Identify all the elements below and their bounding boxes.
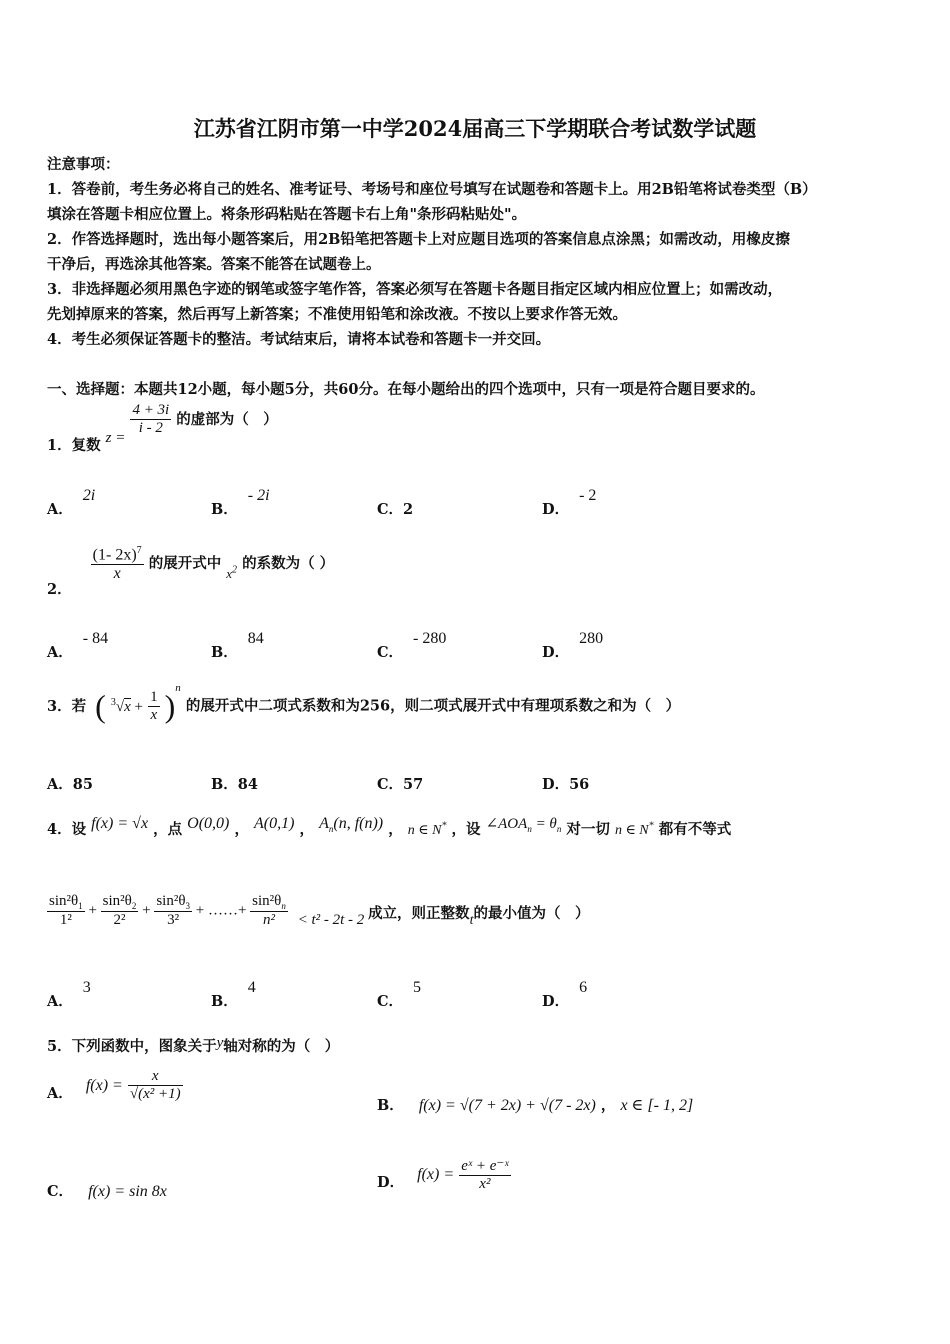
section-heading: 一、选择题：本题共12小题，每小题5分，共60分。在每小题给出的四个选项中，只有一项是符合题目要求的。 [47, 381, 765, 398]
q4-sum-term-n [250, 893, 288, 929]
q3-root-index: 3 [110, 697, 116, 708]
q4-sum-term-n-num [250, 893, 288, 912]
q1-option-c-label: C． [377, 501, 404, 518]
q4-plus-1: + [88, 902, 97, 919]
q4-angle-sub2: n [556, 824, 562, 834]
q4-n-in-sup: * [441, 820, 447, 832]
q3-option-a[interactable] [47, 773, 93, 794]
q4-option-d[interactable] [542, 979, 588, 1011]
q5-option-d-fraction [459, 1156, 510, 1193]
q4-number: 4．设 [47, 821, 87, 838]
question-3 [47, 681, 681, 725]
q1-option-d[interactable] [542, 487, 597, 519]
q4-option-a[interactable] [47, 979, 91, 1011]
q2-term-exp: 2 [232, 564, 238, 576]
question-2 [47, 545, 335, 599]
q4-t-var: t [469, 913, 474, 929]
q1-denominator: i - 2 [138, 420, 163, 436]
q3-left-paren: ( [95, 688, 106, 724]
q4-plus-2: + [142, 902, 151, 919]
q4-option-b-label: B． [211, 993, 238, 1010]
q2-term [226, 566, 237, 581]
q1-option-a[interactable] [47, 487, 96, 519]
q3-tail: 的展开式中二项式系数和为256，则二项式展开式中有理项系数之和为（ ） [185, 697, 681, 715]
q4-tail-a: 成立，则正整数 [368, 905, 470, 923]
q4-point-an [319, 815, 384, 835]
q4-term3-sub: 3 [185, 901, 190, 911]
q5-option-b-domain: x ∈ [- 1, 2] [620, 1097, 694, 1114]
q4-n-in-2 [614, 820, 654, 838]
q4-t1: ，点 [153, 821, 183, 838]
q2-numerator-exp: 7 [136, 545, 142, 556]
q5-option-d-lhs: f(x) = [417, 1165, 455, 1183]
q5-option-d-label: D． [377, 1173, 405, 1191]
q4-sum-term-3-num [154, 893, 192, 912]
q4-sum-term-1-num [47, 893, 85, 912]
question-4 [47, 812, 732, 838]
q1-fraction [130, 402, 171, 437]
q4-t7: 都有不等式 [658, 821, 732, 838]
q1-option-a-label: A． [47, 501, 73, 518]
q5-option-b-expr: f(x) = √(7 + 2x) + √(7 - 2x) [418, 1097, 596, 1114]
q2-option-d-label: D． [542, 644, 570, 661]
q4-angle-eq: = θ [535, 816, 557, 832]
q5-number: 5．下列函数中，图象关于 [47, 1038, 217, 1055]
q2-numerator [91, 545, 144, 565]
q3-option-d-value: 56 [569, 776, 590, 793]
q4-inequality-rhs: < t² - 2t - 2 [297, 912, 365, 929]
q4-tail-b: 的最小值为（ ） [473, 905, 590, 923]
notes-line-4: 干净后，再选涂其他答案。答案不能答在试题卷上。 [47, 256, 381, 273]
question-1 [47, 402, 278, 454]
q2-option-d[interactable] [542, 630, 604, 662]
q4-option-b-value: 4 [247, 979, 256, 996]
q4-an-rest: (n, f(n)) [333, 815, 384, 832]
q3-option-d-label: D． [542, 776, 570, 793]
q4-inequality [47, 893, 589, 929]
q1-option-d-label: D． [542, 501, 570, 518]
q2-numerator-base: (1- 2x) [92, 546, 137, 564]
q3-number: 3．若 [47, 697, 87, 715]
q4-option-a-value: 3 [82, 979, 91, 996]
q4-sum-term-1-den: 1² [59, 912, 72, 928]
q3-exponent: n [175, 681, 181, 694]
q2-fraction [91, 545, 144, 583]
q3-option-b-value: 84 [237, 776, 258, 793]
question-5 [47, 1035, 339, 1056]
q3-option-c-value: 57 [403, 776, 424, 793]
q3-radical: $^3$√x + [110, 697, 143, 715]
q4-t3: ， [299, 821, 315, 838]
q4-option-d-value: 6 [579, 979, 588, 996]
q1-option-a-value: 2i [82, 487, 96, 504]
q4-sum-term-3-den: 3² [167, 912, 180, 928]
q3-option-c-label: C． [377, 776, 404, 793]
page-title: 江苏省江阴市第一中学2024届高三下学期联合考试数学试题 [193, 116, 757, 141]
q5-option-d-num: eˣ + e⁻ˣ [461, 1158, 509, 1174]
q4-sum-term-2-den: 2² [113, 912, 126, 928]
q3-option-b[interactable] [211, 773, 258, 794]
q4-term3-num-text: sin²θ [156, 893, 186, 909]
q1-lhs: z = [105, 429, 126, 446]
q4-termn-sub: n [281, 901, 286, 911]
q4-sum-term-n-den: n² [263, 912, 276, 928]
q4-t6: 对一切 [566, 821, 610, 838]
q3-denominator: x [150, 707, 158, 723]
q4-f-def: f(x) = √x [91, 815, 149, 832]
q3-option-b-label: B． [211, 776, 238, 793]
q5-y-var: y [216, 1035, 224, 1051]
q5-option-c-expr: f(x) = sin 8x [88, 1183, 167, 1200]
q4-angle-sub: n [527, 824, 532, 834]
q3-option-a-value: 85 [72, 776, 93, 793]
q5-option-a-label: A． [47, 1084, 73, 1102]
notes-line-3: 2．作答选择题时，选出每小题答案后，用2B铅笔把答题卡上对应题目选项的答案信息点涂黑；如需改动，用橡皮擦 [47, 231, 790, 248]
q1-number: 1．复数 [47, 436, 101, 454]
q4-sum-term-2 [101, 893, 139, 929]
q3-plus: + [134, 699, 143, 715]
q4-option-a-label: A． [47, 993, 73, 1010]
q1-option-d-value: - 2 [579, 487, 597, 504]
q4-sum-term-1 [47, 893, 85, 929]
notes-line-7: 4．考生必须保证答题卡的整洁。考试结束后，请将本试卷和答题卡一并交回。 [47, 331, 551, 348]
q2-tail: 的系数为（ ） [242, 555, 335, 573]
q4-option-c-label: C． [377, 993, 404, 1010]
q2-denominator: x [113, 565, 121, 583]
q5-option-a-fraction [128, 1068, 183, 1103]
q4-n-in2-sup: * [648, 820, 654, 832]
q5-option-b-sep: ， [600, 1097, 616, 1114]
q5-option-b-label: B． [377, 1097, 404, 1114]
q1-option-c-value: 2 [403, 501, 414, 518]
q1-option-b[interactable] [211, 487, 270, 519]
q4-sum-term-2-num [101, 893, 139, 912]
q4-term1-num-text: sin²θ [49, 893, 79, 909]
q2-option-c-label: C． [377, 644, 404, 661]
notes-line-2: 填涂在答题卡相应位置上。将条形码粘贴在答题卡右上角"条形码粘贴处"。 [47, 206, 527, 223]
q5-tail: 轴对称的为（ ） [223, 1038, 340, 1055]
q4-sum-term-3 [154, 893, 192, 929]
q2-option-c-value: - 280 [413, 630, 447, 647]
q5-option-a-num: x [128, 1068, 183, 1086]
q4-termn-num-text: sin²θ [252, 893, 282, 909]
q2-option-b[interactable] [211, 630, 264, 662]
q4-dots: + ……+ [195, 902, 247, 919]
q5-option-c[interactable] [47, 1180, 167, 1201]
q4-option-d-label: D． [542, 993, 570, 1010]
q3-right-paren: ) [164, 688, 176, 724]
q1-option-b-value: - 2i [247, 487, 270, 504]
q4-option-c-value: 5 [413, 979, 422, 996]
q5-option-b[interactable] [377, 1094, 693, 1115]
q4-option-c[interactable] [377, 979, 422, 1011]
notes-heading: 注意事项： [47, 156, 120, 173]
q4-point-a: A(0,1) [254, 815, 295, 832]
q2-option-b-value: 84 [247, 630, 264, 647]
q4-n-in [407, 820, 447, 838]
q3-option-d[interactable] [542, 773, 589, 794]
q4-an-base: A [319, 815, 329, 832]
q5-option-d[interactable] [377, 1156, 511, 1193]
q5-option-a[interactable] [47, 1068, 183, 1103]
q1-option-b-label: B． [211, 501, 238, 518]
q4-n-in-base: n ∈ N [407, 823, 442, 838]
q2-option-d-value: 280 [579, 630, 604, 647]
q4-term2-num-text: sin²θ [102, 893, 132, 909]
q4-option-b[interactable] [211, 979, 256, 1011]
q2-option-a-value: - 84 [82, 630, 109, 647]
q4-t2: ， [234, 821, 249, 838]
q2-option-a[interactable] [47, 630, 109, 662]
q4-angle-base: ∠AOA [485, 816, 528, 832]
notes-line-5: 3．非选择题必须用黑色字迹的钢笔或签字笔作答，答案必须写在答题卡各题目指定区域内相应位置上；如需改动， [47, 281, 783, 298]
q5-option-a-lhs: f(x) = [85, 1076, 123, 1094]
q2-option-a-label: A． [47, 644, 73, 661]
notes-line-6: 先划掉原来的答案，然后再写上新答案；不准使用铅笔和涂改液。不按以上要求作答无效。 [47, 306, 627, 323]
q1-option-c[interactable] [377, 498, 413, 519]
q2-mid: 的展开式中 [148, 555, 222, 573]
q2-option-b-label: B． [211, 644, 238, 661]
q4-n-in2-base: n ∈ N [614, 823, 649, 838]
notes-line-1: 1．答卷前，考生务必将自己的姓名、准考证号、考场号和座位号填写在试题卷和答题卡上。用2B铅笔将试卷类型（B） [47, 181, 817, 198]
q3-root-body: x [124, 699, 131, 715]
q4-t4: ， [388, 821, 403, 838]
q3-option-a-label: A． [47, 776, 73, 793]
q2-option-c[interactable] [377, 630, 447, 662]
q4-term1-sub: 1 [78, 901, 83, 911]
q3-option-c[interactable] [377, 773, 423, 794]
q2-term-base: x [226, 566, 233, 582]
q4-angle [486, 816, 562, 832]
q2-number: 2． [47, 581, 72, 599]
q5-option-d-den: x² [479, 1176, 491, 1192]
q4-an-sub: n [328, 824, 334, 835]
q4-point-o: O(0,0) [187, 815, 230, 832]
q4-t5: ，设 [451, 821, 481, 838]
q5-option-c-label: C． [47, 1183, 74, 1200]
q5-option-a-den: √(x² +1) [129, 1086, 181, 1102]
q1-numerator: 4 + 3i [132, 402, 170, 418]
q3-fraction [148, 689, 160, 724]
q4-term2-sub: 2 [131, 901, 137, 911]
q1-tail: 的虚部为（ ） [176, 410, 278, 428]
q3-numerator: 1 [150, 689, 158, 705]
